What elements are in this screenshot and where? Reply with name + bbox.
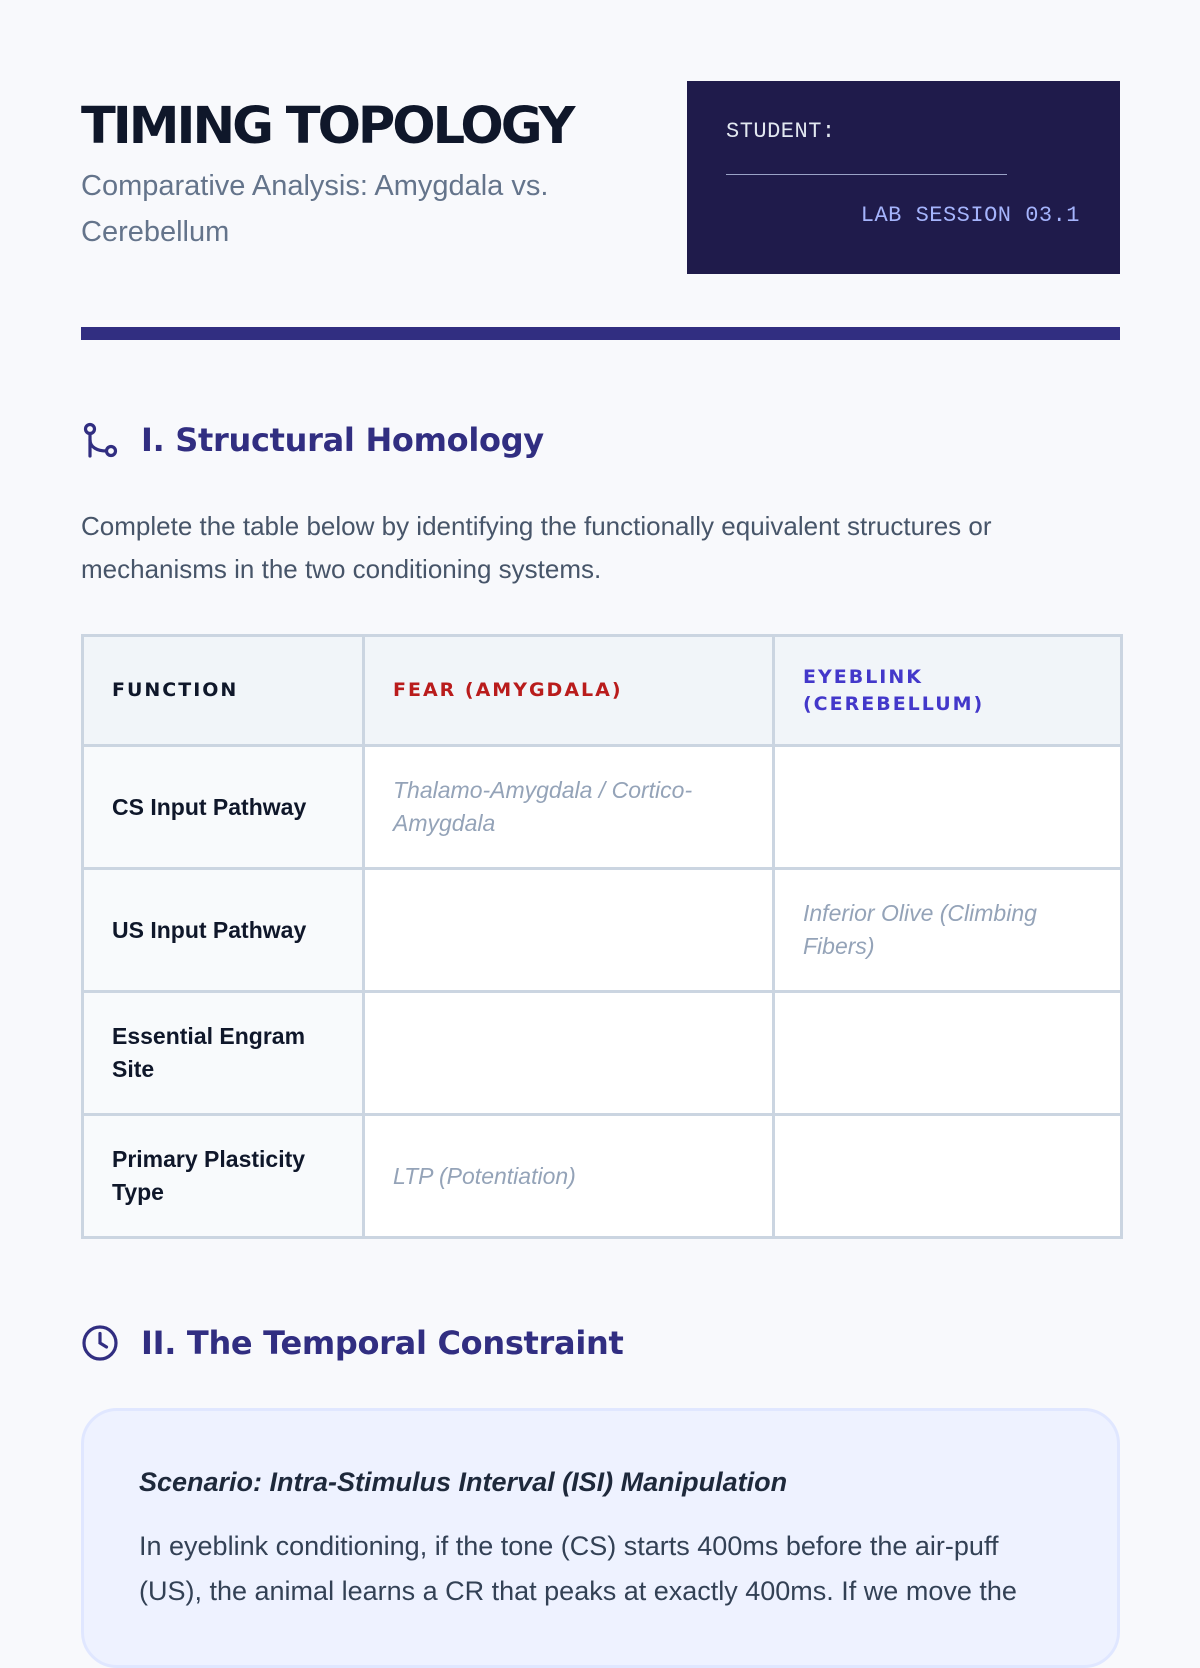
section-1-intro: Complete the table below by identifying the functionally equivalent structures or mechanisms in the two conditioning systems.: [81, 511, 992, 584]
session-label: LAB SESSION 03.1: [860, 203, 1080, 228]
scenario-title: Scenario: Intra-Stimulus Interval (ISI) Manipulation: [139, 1467, 788, 1497]
scenario-text: In eyeblink conditioning, if the tone (CS) starts 400ms before the air-puff (US), the animal learns a CR that peaks at exactly 400ms. If we move the: [139, 1531, 1017, 1606]
table-row: [83, 992, 1122, 1115]
branch-icon: [81, 421, 119, 459]
column-header-function: FUNCTION: [83, 636, 364, 746]
page-title: TIMING TOPOLOGY: [81, 97, 573, 156]
worksheet-page: [81, 0, 1120, 1606]
fear-cell[interactable]: LTP (Potentiation): [364, 1115, 774, 1238]
student-label: STUDENT:: [726, 119, 836, 144]
page-subtitle: Comparative Analysis: Amygdala vs. Cerebellum: [81, 170, 549, 249]
eyeblink-cell[interactable]: [774, 1115, 1122, 1238]
fear-cell[interactable]: [364, 992, 774, 1115]
function-cell: Primary Plasticity Type: [83, 1115, 364, 1238]
table-header-row: [83, 636, 1122, 746]
table-row: [83, 746, 1122, 869]
function-cell: CS Input Pathway: [83, 746, 364, 869]
student-card: [687, 81, 1120, 274]
function-cell: US Input Pathway: [83, 869, 364, 992]
header-divider: [81, 327, 1120, 340]
column-header-eyeblink: EYEBLINK (CEREBELLUM): [774, 636, 1122, 746]
scenario-box: [81, 1408, 1120, 1668]
table-row: [83, 869, 1122, 992]
fear-cell[interactable]: [364, 869, 774, 992]
section-1-heading: [81, 421, 544, 459]
eyeblink-cell[interactable]: [774, 746, 1122, 869]
fear-cell[interactable]: Thalamo-Amygdala / Cortico-Amygdala: [364, 746, 774, 869]
column-header-fear: FEAR (AMYGDALA): [364, 636, 774, 746]
section-2-heading: [81, 1324, 623, 1362]
homology-table: [81, 634, 1123, 1239]
eyeblink-cell[interactable]: [774, 992, 1122, 1115]
function-cell: Essential Engram Site: [83, 992, 364, 1115]
eyeblink-cell[interactable]: Inferior Olive (Climbing Fibers): [774, 869, 1122, 992]
clock-icon: [81, 1324, 119, 1362]
section-2-title: II. The Temporal Constraint: [141, 1324, 624, 1362]
title-block: [81, 96, 671, 255]
table-row: [83, 1115, 1122, 1238]
section-1-title: I. Structural Homology: [141, 421, 544, 459]
student-name-line[interactable]: [726, 174, 1007, 175]
header: [81, 0, 1120, 340]
